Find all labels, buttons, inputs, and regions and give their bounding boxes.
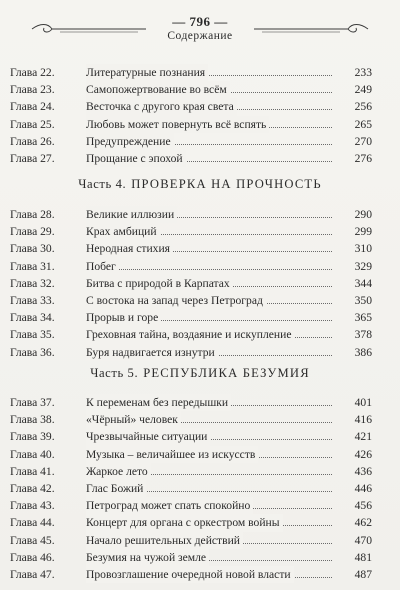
page-ref: 378 bbox=[354, 328, 372, 342]
chapter-title: Начало решительных действий bbox=[86, 532, 243, 549]
chapter-title: Прощание с эпохой bbox=[86, 150, 186, 167]
chapter-label: Глава 31. bbox=[10, 259, 55, 273]
page-ref: 290 bbox=[354, 208, 372, 221]
chapter-title: Литературные познания bbox=[86, 64, 208, 81]
page-ref: 421 bbox=[354, 430, 372, 444]
page-number: — 796 — bbox=[172, 14, 228, 29]
page-ref: 446 bbox=[354, 481, 372, 495]
page-ref: 329 bbox=[354, 259, 372, 273]
chapter-label: Глава 28. bbox=[10, 208, 55, 221]
toc-entry[interactable] bbox=[10, 532, 372, 549]
toc-entry[interactable] bbox=[10, 411, 372, 428]
chapter-title: Греховная тайна, воздаяние и искупление bbox=[86, 326, 294, 343]
chapter-title: Битва с природой в Карпатах bbox=[86, 275, 233, 292]
ornament-right-icon bbox=[252, 22, 370, 36]
chapter-label: Глава 39. bbox=[10, 430, 55, 444]
page-ref: 265 bbox=[354, 117, 372, 131]
chapter-title: Весточка с другого края света bbox=[86, 98, 237, 115]
page-ref: 456 bbox=[354, 499, 372, 513]
part-title: РЕСПУБЛИКА БЕЗУМИЯ bbox=[143, 366, 310, 380]
page-header bbox=[0, 8, 400, 48]
dot-leader bbox=[86, 269, 332, 270]
toc-entry[interactable] bbox=[10, 463, 372, 480]
page-ref: 310 bbox=[354, 242, 372, 256]
chapter-label: Глава 27. bbox=[10, 151, 55, 165]
chapter-title: Предупреждение bbox=[86, 133, 174, 150]
toc-entry[interactable] bbox=[10, 116, 372, 133]
toc-entry[interactable] bbox=[10, 326, 372, 343]
chapter-label: Глава 46. bbox=[10, 550, 55, 564]
chapter-label: Глава 30. bbox=[10, 242, 55, 256]
chapter-label: Глава 45. bbox=[10, 533, 55, 547]
toc-part-5 bbox=[10, 394, 372, 583]
toc-entry[interactable] bbox=[10, 549, 372, 566]
toc-entry[interactable] bbox=[10, 514, 372, 531]
part-number: Часть 5. bbox=[90, 366, 139, 380]
chapter-title: Неродная стихия bbox=[86, 240, 173, 257]
toc-entry[interactable] bbox=[10, 344, 372, 361]
page-ref: 462 bbox=[354, 516, 372, 530]
chapter-label: Глава 47. bbox=[10, 567, 55, 581]
chapter-title: Самопожертвование во всём bbox=[86, 81, 230, 98]
chapter-label: Глава 34. bbox=[10, 311, 55, 325]
page-ref: 386 bbox=[354, 345, 372, 359]
page-ref: 249 bbox=[354, 83, 372, 97]
chapter-label: Глава 24. bbox=[10, 100, 55, 114]
page-ref: 470 bbox=[354, 533, 372, 547]
page-ref: 426 bbox=[354, 447, 372, 461]
chapter-title: Любовь может повернуть всё вспять bbox=[86, 116, 269, 133]
chapter-title: Чрезвычайные ситуации bbox=[86, 428, 210, 445]
chapter-title: Прорыв и горе bbox=[86, 309, 161, 326]
chapter-label: Глава 40. bbox=[10, 447, 55, 461]
chapter-title: Буря надвигается изнутри bbox=[86, 344, 218, 361]
chapter-label: Глава 32. bbox=[10, 276, 55, 290]
part-title: ПРОВЕРКА НА ПРОЧНОСТЬ bbox=[131, 177, 322, 191]
toc-entry[interactable] bbox=[10, 98, 372, 115]
toc-entry[interactable] bbox=[10, 150, 372, 167]
chapter-title: Глас Божий bbox=[86, 480, 146, 497]
toc-entry[interactable] bbox=[10, 292, 372, 309]
chapter-label: Глава 38. bbox=[10, 413, 55, 427]
chapter-label: Глава 41. bbox=[10, 464, 55, 478]
running-title: Содержание bbox=[167, 30, 233, 42]
toc-entry[interactable] bbox=[10, 275, 372, 292]
page-ref: 350 bbox=[354, 293, 372, 307]
chapter-label: Глава 37. bbox=[10, 396, 55, 409]
toc-entry[interactable] bbox=[10, 223, 372, 240]
page-ref: 344 bbox=[354, 276, 372, 290]
part-number: Часть 4. bbox=[78, 177, 127, 191]
page-ref: 276 bbox=[354, 151, 372, 165]
chapter-title: Концерт для органа с оркестром войны bbox=[86, 514, 283, 531]
page-ref: 365 bbox=[354, 311, 372, 325]
chapter-label: Глава 35. bbox=[10, 328, 55, 342]
chapter-label: Глава 22. bbox=[10, 66, 55, 79]
page-ref: 256 bbox=[354, 100, 372, 114]
toc-entry[interactable] bbox=[10, 258, 372, 275]
toc-block-1 bbox=[10, 64, 372, 167]
chapter-title: С востока на запад через Петроград bbox=[86, 292, 266, 309]
chapter-label: Глава 43. bbox=[10, 499, 55, 513]
page-ref: 436 bbox=[354, 464, 372, 478]
toc-entry[interactable] bbox=[10, 566, 372, 583]
page-ref: 233 bbox=[354, 66, 372, 79]
toc-entry[interactable] bbox=[10, 446, 372, 463]
chapter-title: Безумия на чужой земле bbox=[86, 549, 209, 566]
chapter-title: Музыка – величайшее из искусств bbox=[86, 446, 258, 463]
toc-part-4 bbox=[10, 206, 372, 361]
page-ref: 416 bbox=[354, 413, 372, 427]
toc-entry[interactable] bbox=[10, 133, 372, 150]
chapter-label: Глава 44. bbox=[10, 516, 55, 530]
chapter-label: Глава 36. bbox=[10, 345, 55, 359]
chapter-title: Побег bbox=[86, 258, 119, 275]
toc-entry[interactable] bbox=[10, 497, 372, 514]
chapter-label: Глава 23. bbox=[10, 83, 55, 97]
page-ref: 401 bbox=[354, 396, 372, 409]
chapter-title: Великие иллюзии bbox=[86, 206, 177, 223]
toc-entry[interactable] bbox=[10, 240, 372, 257]
chapter-label: Глава 25. bbox=[10, 117, 55, 131]
toc-entry[interactable] bbox=[10, 309, 372, 326]
part-4-heading bbox=[0, 177, 400, 192]
page-ref: 481 bbox=[354, 550, 372, 564]
chapter-title: Жаркое лето bbox=[86, 463, 151, 480]
page-ref: 270 bbox=[354, 134, 372, 148]
toc-entry[interactable] bbox=[10, 81, 372, 98]
chapter-label: Глава 42. bbox=[10, 481, 55, 495]
chapter-title: К переменам без передышки bbox=[86, 394, 231, 411]
chapter-title: «Чёрный» человек bbox=[86, 411, 181, 428]
toc-entry[interactable] bbox=[10, 206, 372, 223]
chapter-title: Петроград может спать спокойно bbox=[86, 497, 253, 514]
chapter-title: Крах амбиций bbox=[86, 223, 160, 240]
page-ref: 299 bbox=[354, 225, 372, 239]
chapter-label: Глава 29. bbox=[10, 225, 55, 239]
chapter-title: Провозглашение очередной новой власти bbox=[86, 566, 294, 583]
toc-entry[interactable] bbox=[10, 394, 372, 411]
toc-entry[interactable] bbox=[10, 480, 372, 497]
chapter-label: Глава 33. bbox=[10, 293, 55, 307]
chapter-label: Глава 26. bbox=[10, 134, 55, 148]
page-ref: 487 bbox=[354, 567, 372, 581]
part-5-heading bbox=[0, 366, 400, 381]
toc-entry[interactable] bbox=[10, 428, 372, 445]
toc-entry[interactable] bbox=[10, 64, 372, 81]
